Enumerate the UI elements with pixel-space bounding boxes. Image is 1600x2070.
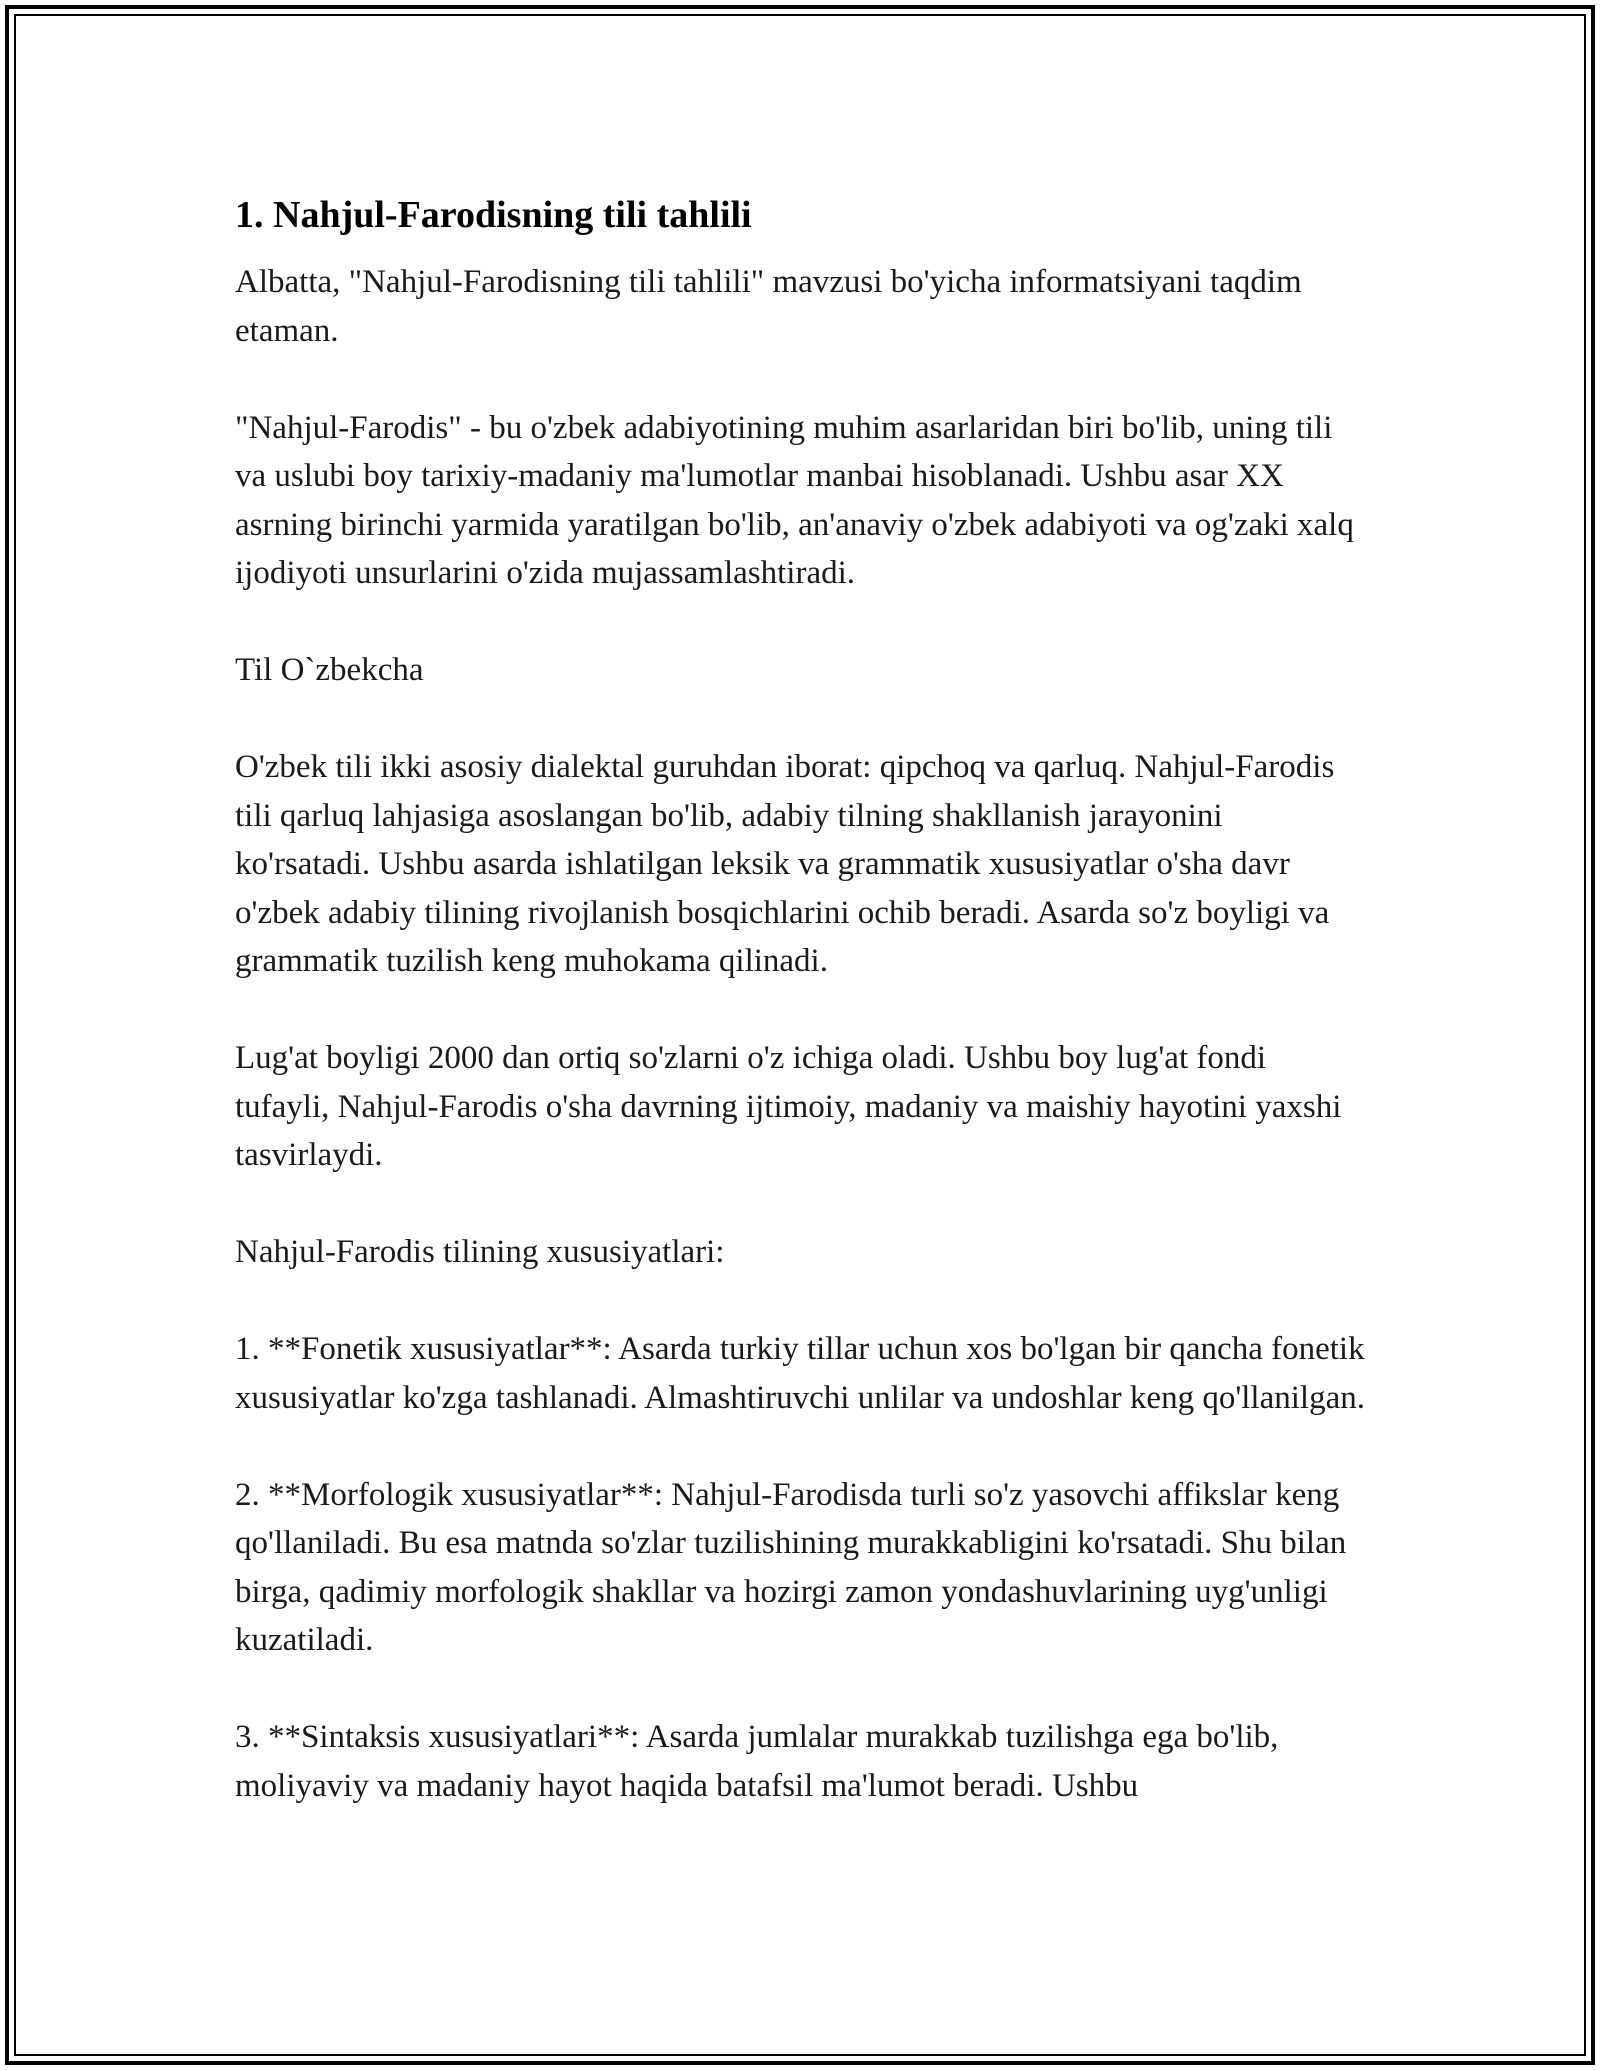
document-title: 1. Nahjul-Farodisning tili tahlili bbox=[235, 194, 752, 236]
paragraph-features-heading: Nahjul-Farodis tilining xususiyatlari: bbox=[235, 1234, 725, 1270]
paragraph-phonetic: 1. **Fonetik xususiyatlar**: Asarda turkiy tillar uchun xos bo'lgan bir qancha fonetik xususiyatlar ko'zga tashlanadi. Almashtiruvchi unlilar va undoshlar keng qo'llanilgan. bbox=[235, 1331, 1365, 1416]
paragraph-language: Til O`zbekcha bbox=[235, 652, 424, 688]
paragraph-vocabulary: Lug'at boyligi 2000 dan ortiq so'zlarni o'z ichiga oladi. Ushbu boy lug'at fondi tufayli, Nahjul-Farodis o'sha davrning ijtimoiy, madaniy va maishiy hayotini yaxshi tasvirlaydi. bbox=[235, 1040, 1342, 1173]
paragraph-syntax: 3. **Sintaksis xususiyatlari**: Asarda jumlalar murakkab tuzilishga ega bo'lib, moliyaviy va madaniy hayot haqida batafsil ma'lumot beradi. Ushbu bbox=[235, 1719, 1279, 1804]
paragraph-intro: Albatta, "Nahjul-Farodisning tili tahlili" mavzusi bo'yicha informatsiyani taqdim etaman. bbox=[235, 264, 1302, 349]
paragraph-overview: "Nahjul-Farodis" - bu o'zbek adabiyotining muhim asarlaridan biri bo'lib, uning tili va uslubi boy tarixiy-madaniy ma'lumotlar manbai hisoblanadi. Ushbu asar XX asrning birinchi yarmida yaratilgan bo'lib, an'anaviy o'zbek adabiyoti va og'zaki xalq ijodiyoti unsurlarini o'zida mujassamlashtiradi. bbox=[235, 409, 1354, 591]
paragraph-dialects: O'zbek tili ikki asosiy dialektal guruhdan iborat: qipchoq va qarluq. Nahjul-Farodis tili qarluq lahjasiga asoslangan bo'lib, adabiy tilning shakllanish jarayonini ko'rsatadi. Ushbu asarda ishlatilgan leksik va grammatik xususiyatlar o'sha davr o'zbek adabiy tilining rivojlanish bosqichlarini ochib beradi. Asarda so'z boyligi va grammatik tuzilish keng muhokama qilinadi. bbox=[235, 749, 1335, 979]
document-body bbox=[235, 188, 1365, 1810]
paragraph-morphologic: 2. **Morfologik xususiyatlar**: Nahjul-Farodisda turli so'z yasovchi affikslar keng qo'llaniladi. Bu esa matnda so'zlar tuzilishining murakkabligini ko'rsatadi. Shu bilan birga, qadimiy morfologik shakllar va hozirgi zamon yondashuvlarining uyg'unligi kuzatiladi. bbox=[235, 1476, 1347, 1658]
